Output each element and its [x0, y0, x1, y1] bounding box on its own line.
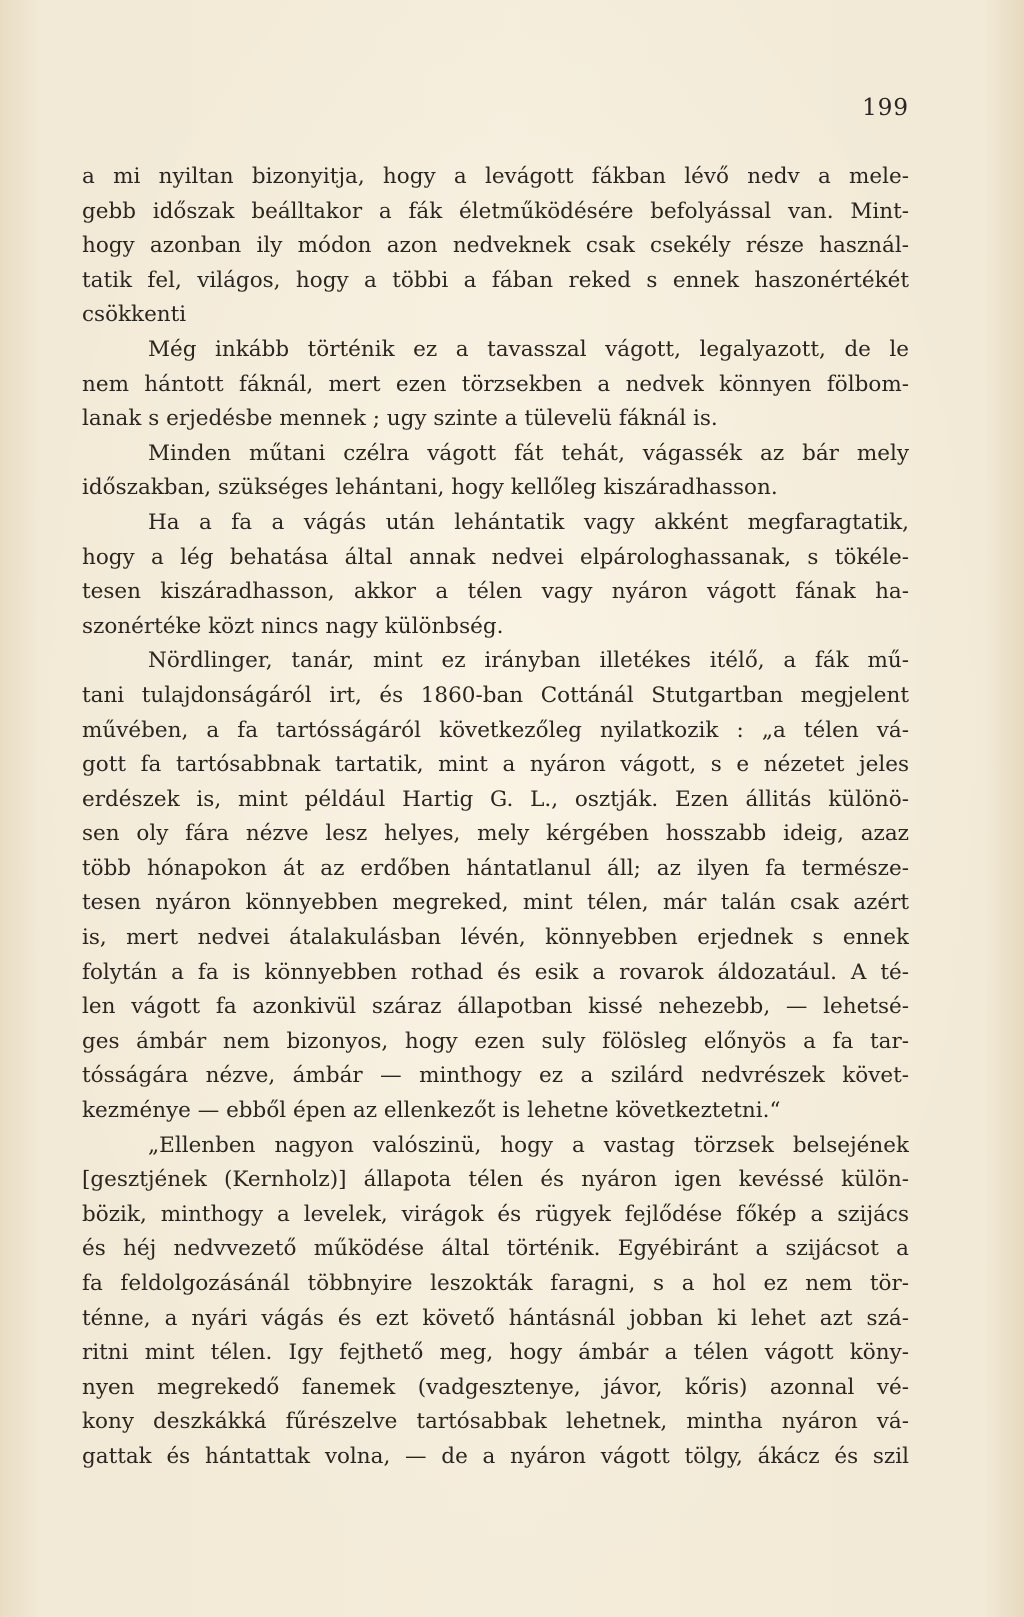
text-line: nem hántott fáknál, mert ezen törzsekben a nedvek könnyen fölbom-: [82, 371, 909, 397]
text-line: fa feldolgozásánál többnyire leszokták faragni, s a hol ez nem tör-: [82, 1271, 909, 1296]
text-line: ritni mint télen. Igy fejthető meg, hogy ámbár a télen vágott köny-: [82, 1340, 909, 1366]
text-line: is, mert nedvei átalakulásban lévén, könnyebben erjednek s ennek: [82, 925, 909, 951]
text-line: a mi nyiltan bizonyitja, hogy a levágott fákban lévő nedv a mele-: [82, 164, 909, 189]
text-line: gattak és hántattak volna, — de a nyáron vágott tölgy, ákácz és szil: [82, 1443, 909, 1469]
text-line: Még inkább történik ez a tavasszal vágott, legalyazott, de le: [148, 336, 909, 362]
text-line: tesen kiszáradhasson, akkor a télen vagy nyáron vágott fának ha-: [82, 579, 909, 605]
text-line: bözik, minthogy a levelek, virágok és rügyek fejlődése főkép a szijács: [82, 1201, 909, 1227]
text-line: [gesztjének (Kernholz)] állapota télen és nyáron igen kevéssé külön-: [82, 1167, 909, 1193]
text-line: időszakban, szükséges lehántani, hogy kellőleg kiszáradhasson.: [82, 475, 778, 501]
text-line: kezménye — ebből épen az ellenkezőt is lehetne következtetni.“: [82, 1098, 781, 1124]
text-line: len vágott fa azonkivül száraz állapotban kissé nehezebb, — lehetsé-: [82, 994, 909, 1020]
text-line: sen oly fára nézve lesz helyes, mely kérgében hosszabb ideig, azaz: [82, 821, 909, 847]
text-line: ténne, a nyári vágás és ezt követő hántásnál jobban ki lehet azt szá-: [82, 1305, 909, 1331]
page-number: 199: [862, 95, 909, 121]
text-line: erdészek is, mint például Hartig G. L., osztják. Ezen állitás különö-: [82, 786, 909, 812]
text-line: és héj nedvvezető működése által történik. Egyébiránt a szijácsot a: [82, 1236, 909, 1262]
text-line: tatik fel, világos, hogy a többi a fában reked s ennek haszonértékét: [82, 267, 909, 293]
text-line: tani tulajdonságáról irt, és 1860-ban Cottánál Stutgartban megjelent: [82, 682, 909, 708]
text-line: folytán a fa is könnyebben rothad és esik a rovarok áldozatául. A té-: [82, 959, 909, 985]
body-text: [82, 160, 909, 1475]
text-line: Nördlinger, tanár, mint ez irányban illetékes itélő, a fák mű-: [148, 648, 909, 674]
text-line: Minden műtani czélra vágott fát tehát, vágassék az bár mely: [148, 440, 909, 466]
text-line: csökkenti: [82, 302, 187, 328]
text-line: hogy a lég behatása által annak nedvei elpárologhassanak, s tökéle-: [82, 544, 909, 570]
text-line: tósságára nézve, ámbár — minthogy ez a szilárd nedvrészek követ-: [82, 1063, 909, 1089]
text-line: gott fa tartósabbnak tartatik, mint a nyáron vágott, s e nézetet jeles: [82, 752, 909, 778]
text-line: hogy azonban ily módon azon nedveknek csak csekély része használ-: [82, 233, 909, 259]
text-line: több hónapokon át az erdőben hántatlanul áll; az ilyen fa természe-: [82, 855, 909, 881]
text-line: lanak s erjedésbe mennek ; ugy szinte a tülevelü fáknál is.: [82, 406, 718, 432]
text-line: nyen megrekedő fanemek (vadgesztenye, jávor, kőris) azonnal vé-: [82, 1374, 909, 1400]
text-line: gebb időszak beálltakor a fák életműködésére befolyással van. Mint-: [82, 198, 909, 224]
text-line: tesen nyáron könnyebben megreked, mint télen, már talán csak azért: [82, 890, 909, 916]
text-line: Ha a fa a vágás után lehántatik vagy akként megfaragtatik,: [148, 509, 909, 535]
text-line: szonértéke közt nincs nagy különbség.: [82, 613, 504, 639]
text-line: kony deszkákká fűrészelve tartósabbak lehetnek, mintha nyáron vá-: [82, 1409, 909, 1435]
text-line: „Ellenben nagyon valószinü, hogy a vastag törzsek belsejének: [148, 1132, 909, 1158]
text-line: ges ámbár nem bizonyos, hogy ezen suly fölösleg előnyös a fa tar-: [82, 1028, 909, 1054]
text-line: művében, a fa tartósságáról következőleg nyilatkozik : „a télen vá-: [82, 717, 909, 743]
